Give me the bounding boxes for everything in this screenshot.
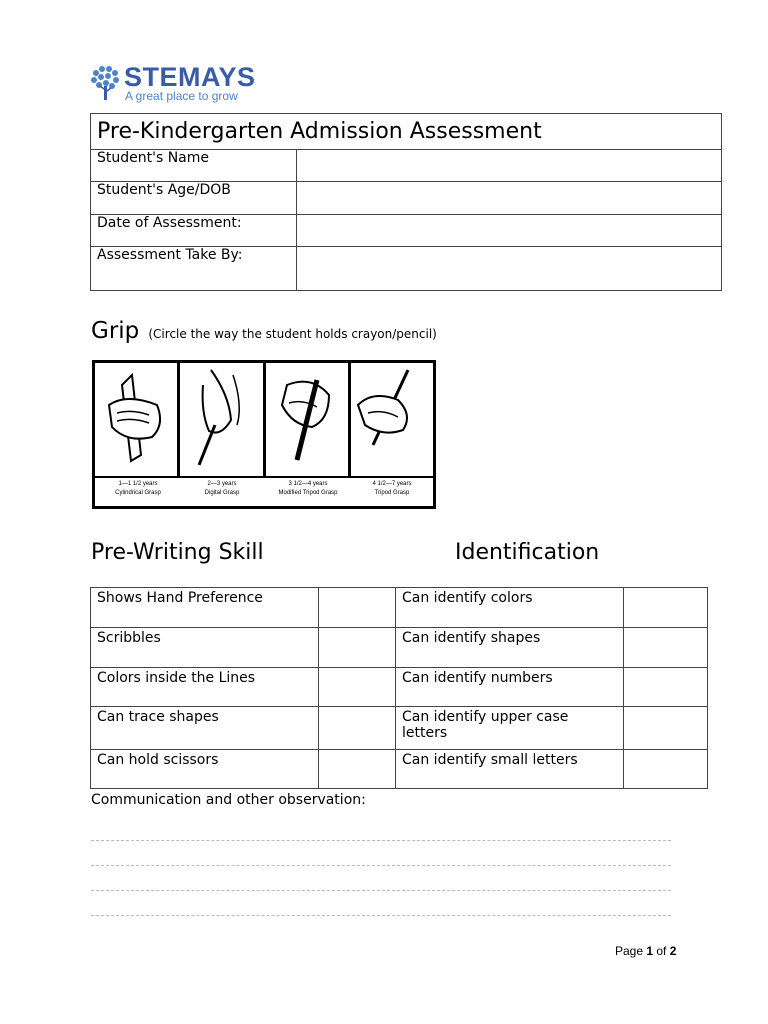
skill-checkbox[interactable] xyxy=(624,588,708,628)
skill-label: Can identify upper case letters xyxy=(396,707,624,750)
observation-label: Communication and other observation: xyxy=(91,792,366,808)
logo xyxy=(90,62,260,104)
student-name-field[interactable] xyxy=(297,150,722,182)
grip-stage-caption: 2—3 years Digital Grasp xyxy=(204,481,240,496)
skill-checkbox[interactable] xyxy=(319,628,396,668)
grip-stage-caption: 4 1/2—7 years Tripod Grasp xyxy=(372,481,412,496)
logo-tagline: A great place to grow xyxy=(125,89,238,103)
grip-stage-caption: 3 1/2—4 years Modified Tripod Grasp xyxy=(278,481,338,496)
assessor-field[interactable] xyxy=(297,247,722,291)
cylindrical-grasp-icon[interactable] xyxy=(97,365,177,475)
page-number: Page 1 of 2 xyxy=(615,944,677,958)
skill-checkbox[interactable] xyxy=(624,628,708,668)
skill-checkbox[interactable] xyxy=(624,750,708,789)
prewriting-heading: Pre-Writing Skill xyxy=(91,540,264,565)
grip-illustration xyxy=(92,360,436,509)
grip-instruction: (Circle the way the student holds crayon/pencil) xyxy=(148,327,437,341)
skill-checkbox[interactable] xyxy=(624,707,708,750)
field-label: Date of Assessment: xyxy=(91,215,297,247)
brain-tree-icon xyxy=(90,64,122,104)
skills-table xyxy=(90,587,708,789)
writing-line[interactable] xyxy=(91,865,671,866)
writing-line[interactable] xyxy=(91,840,671,841)
skill-label: Can identify small letters xyxy=(396,750,624,789)
student-info-table xyxy=(90,113,722,291)
writing-line[interactable] xyxy=(91,890,671,891)
grip-heading xyxy=(91,318,437,344)
skill-checkbox[interactable] xyxy=(319,668,396,707)
assessment-date-field[interactable] xyxy=(297,215,722,247)
skill-label: Can identify shapes xyxy=(396,628,624,668)
skill-label: Can hold scissors xyxy=(91,750,319,789)
field-label: Assessment Take By: xyxy=(91,247,297,291)
skill-label: Scribbles xyxy=(91,628,319,668)
grip-stage-caption: 1—1 1/2 years Cylindrical Grasp xyxy=(115,481,161,496)
skill-label: Can identify colors xyxy=(396,588,624,628)
field-label: Student's Name xyxy=(91,150,297,182)
skill-checkbox[interactable] xyxy=(319,750,396,789)
identification-heading: Identification xyxy=(455,540,600,565)
form-title: Pre-Kindergarten Admission Assessment xyxy=(91,114,722,150)
skill-label: Can identify numbers xyxy=(396,668,624,707)
tripod-grasp-icon[interactable] xyxy=(353,365,435,475)
writing-line[interactable] xyxy=(91,915,671,916)
skill-checkbox[interactable] xyxy=(319,588,396,628)
modified-tripod-grasp-icon[interactable] xyxy=(267,365,349,475)
skill-checkbox[interactable] xyxy=(624,668,708,707)
field-label: Student's Age/DOB xyxy=(91,182,297,215)
skill-label: Can trace shapes xyxy=(91,707,319,750)
skill-checkbox[interactable] xyxy=(319,707,396,750)
skill-label: Shows Hand Preference xyxy=(91,588,319,628)
student-age-field[interactable] xyxy=(297,182,722,215)
digital-grasp-icon[interactable] xyxy=(181,365,263,475)
skill-label: Colors inside the Lines xyxy=(91,668,319,707)
grip-title: Grip xyxy=(91,318,140,344)
logo-name: STEMAYS xyxy=(124,62,256,92)
